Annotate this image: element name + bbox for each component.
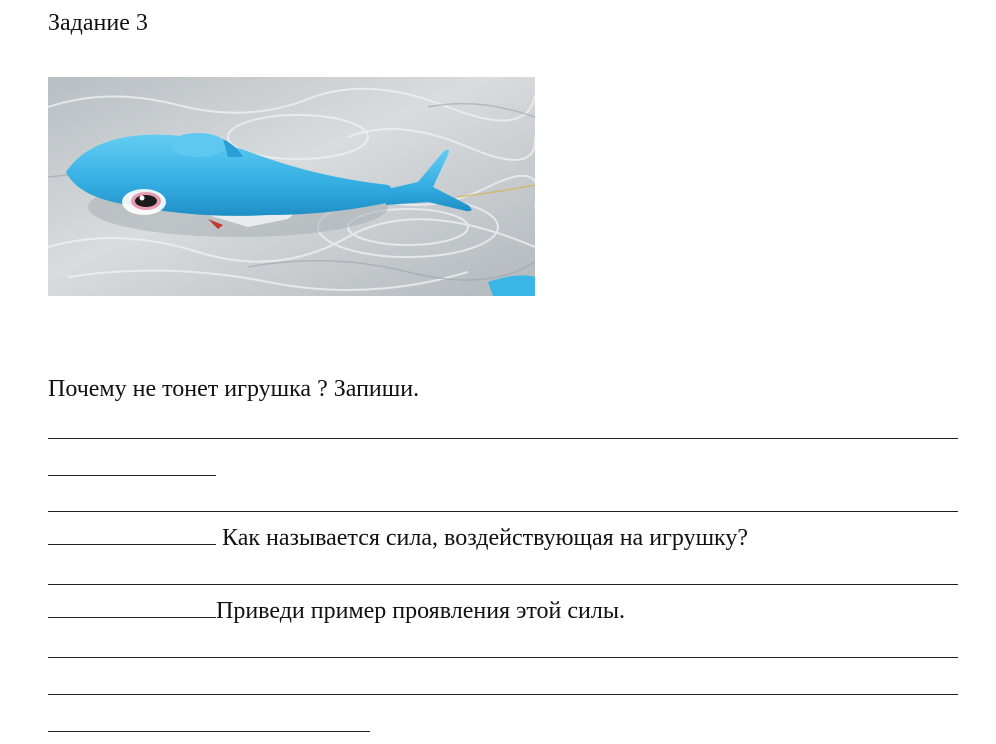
answer-line[interactable] bbox=[48, 657, 958, 658]
answer-line[interactable] bbox=[48, 475, 216, 476]
task-title: Задание 3 bbox=[48, 10, 148, 36]
question-2: Как называется сила, воздействующая на игрушку? bbox=[216, 525, 749, 551]
answer-line[interactable] bbox=[48, 584, 958, 585]
answer-line[interactable] bbox=[48, 511, 958, 512]
question-2-line bbox=[48, 520, 748, 553]
toy-whale-in-water-icon bbox=[48, 77, 535, 296]
answer-line[interactable] bbox=[48, 694, 958, 695]
question-1: Почему не тонет игрушка ? Запиши. bbox=[48, 376, 420, 402]
question-3-line bbox=[48, 593, 625, 626]
answer-line[interactable] bbox=[48, 593, 216, 618]
toy-whale-photo bbox=[48, 77, 535, 296]
answer-line[interactable] bbox=[48, 438, 958, 439]
answer-line[interactable] bbox=[48, 731, 370, 732]
answer-line[interactable] bbox=[48, 520, 216, 545]
question-3: Приведи пример проявления этой силы. bbox=[216, 598, 625, 624]
